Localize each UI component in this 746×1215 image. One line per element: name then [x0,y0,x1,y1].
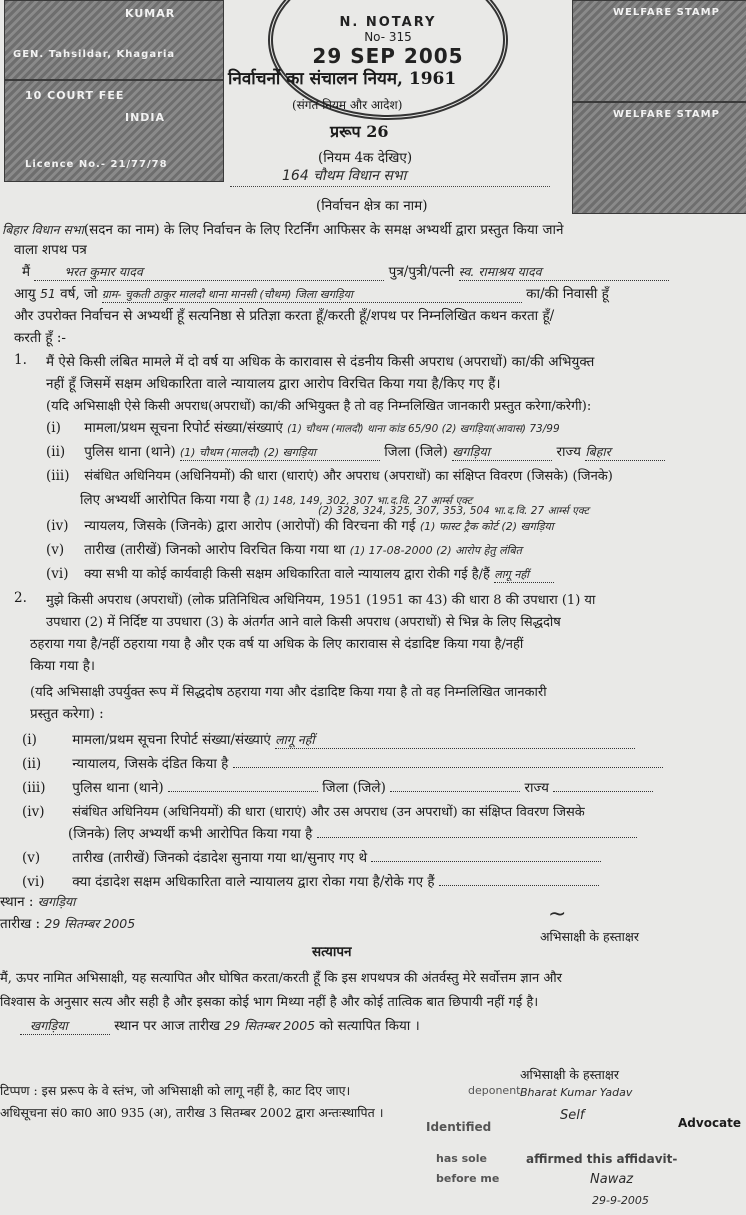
section-1-text: (यदि अभिसाक्षी ऐसे किसी अपराध(अपराधों) का/की अभियुक्त है तो वह निम्नलिखित जानकारी प्रस्तुत करेगा/करेगी): [46,399,592,414]
s1-item-v [46,540,522,558]
section-2-text: किया गया है। [30,658,95,674]
intro-text: (सदन का नाम) के लिए निर्वाचन के लिए रिटर्निंग आफिसर के समक्ष अभ्यर्थी द्वारा प्रस्तुत किया जाने [83,222,564,238]
court-fee-stamp [4,80,224,182]
section-2-text: उपधारा (2) में निर्दिष्ट या उपधारा (3) के अंतर्गत आने वाले किसी अपराध (अपराधों) से भिन्न के लिए सिद्धदोष [46,615,561,630]
section-2-text: (यदि अभिसाक्षी उपर्युक्त रूप में सिद्धदोष ठहराया गया और दंडादिष्ट किया गया है तो वह निम्नलिखित जानकारी [30,685,547,700]
affirmed-label: affirmed this affidavit- [526,1152,678,1166]
intro-line-5: करती हूँ :- [14,330,66,346]
s1-item-iii [46,466,613,484]
deponent-signature: ~ [548,902,567,927]
note-line-2: अधिसूचना सं0 का0 आ0 935 (अ), तारीख 3 सितम्बर 2002 द्वारा अन्तःस्थापित । [0,1105,384,1120]
charges-value-2: (2) 328, 324, 325, 307, 353, 504 भा.द.वि. 27 आर्म्स एक्ट [318,505,589,517]
item-label: (iv) [46,518,69,534]
item-label: (iv) [22,804,45,820]
section-1-text: मैं ऐसे किसी लंबित मामले में दो वर्ष या अधिक के कारावास से दंडनीय किसी अपराध (अपराधों) का/की अभियुक्त [46,354,595,370]
date-label: तारीख : [0,916,41,932]
deponent-name-value: Bharat Kumar Yadav [520,1086,633,1099]
item-text: मामला/प्रथम सूचना रिपोर्ट संख्या/संख्याएं [72,732,271,748]
age-suffix: वर्ष, जो [60,286,98,302]
item-label: (ii) [22,756,42,772]
seal-title: N. NOTARY [339,15,437,30]
intro-line-1 [2,220,563,238]
section-2-number: 2. [14,590,27,606]
notary-date-value: 29-9-2005 [592,1194,649,1207]
item-label: (iii) [22,780,46,796]
section-1-text: नहीं हूँ जिसमें सक्षम अधिकारिता वाले न्यायालय द्वारा आरोप विरचित किया गया है/किए गए हैं। [46,376,501,392]
s1-item-iv [46,516,554,534]
item-text: संबंधित अधिनियम (अधिनियमों) की धारा (धाराएं) और उस अपराध (उन अपराधों) का संक्षिप्त विवरण जिसके [72,805,585,820]
s2-court-field [233,767,663,768]
s2-police-field [168,791,318,792]
age-value: 51 [39,286,56,301]
s2-item-iv [22,802,585,820]
date-value: 29 सितम्बर 2005 [44,916,136,931]
candidate-name-value: भरत कुमार यादव [34,263,384,281]
page-title: निर्वाचनों का संचालन नियम, 1961 [228,69,457,89]
verify-text: को सत्यापित किया । [319,1018,420,1034]
note-line-1: टिप्पण : इस प्ररूप के वे स्तंभ, जो अभिसाक्षी को लागू नहीं है, काट दिए जाए। [0,1083,351,1098]
stamp-text: GEN. Tahsildar, Khagaria [13,49,176,60]
advocate-label: Advocate [678,1116,742,1130]
s2-state-field [553,791,653,792]
identified-label: Identified [426,1120,492,1134]
signature-label: अभिसाक्षी के हस्ताक्षर [540,929,639,944]
section-2-text: ठहराया गया है/नहीं ठहराया गया है और एक वर्ष या अधिक के लिए कारावास से दंडादिष्ट किया गया है/नहीं [30,637,524,652]
district-value: खगड़िया [452,443,552,461]
address-suffix: का/की निवासी हूँ [526,286,609,302]
s2-item-i [22,730,635,749]
s1-item-i [46,418,560,436]
section-2-text: प्रस्तुत करेगा) : [30,706,104,722]
item-label: (ii) [46,444,66,460]
seal-number: No- 315 [364,30,412,44]
item-label: (vi) [46,566,69,582]
constituency-line [230,186,550,187]
item-label: (vi) [22,874,45,890]
s2-item-v [22,848,601,866]
item-label: (iii) [46,468,70,484]
father-name-value: स्व. रामाश्रय यादव [459,263,669,281]
page-subtitle: (संगत नियम और आदेश) [292,98,403,112]
intro-line-2: वाला शपथ पत्र [14,242,87,258]
district-label: जिला (जिले) [322,780,386,796]
s2-sentence-stayed-field [439,885,599,886]
state-value: बिहार [585,443,665,461]
verify-date-value: 29 सितम्बर 2005 [224,1018,316,1033]
s2-fir-value: लागू नहीं [275,731,635,749]
item-label: (i) [46,420,61,436]
s2-item-vi [22,872,599,890]
item-text: क्या दंडादेश सक्षम अधिकारिता वाले न्यायालय द्वारा रोका गया है/रोके गए हैं [72,874,435,890]
item-text: न्यायलय, जिसके (जिनके) द्वारा आरोप (आरोपों) की विरचना की गई [84,518,416,534]
s2-item-ii [22,754,663,772]
police-station-value: (1) चौथम (मालदौ) (2) खगड़िया [180,445,380,461]
item-text: तारीख (तारीखें) जिनको आरोप विरचित किया गया था [84,542,346,558]
item-text: मामला/प्रथम सूचना रिपोर्ट संख्या/संख्याएं [84,420,283,436]
seal-date: 29 SEP 2005 [312,44,464,68]
court-value: (1) फास्ट ट्रैक कोर्ट (2) खगड़िया [419,520,554,533]
constituency-label: (निर्वाचन क्षेत्र का नाम) [316,198,428,214]
item-label: (v) [46,542,65,558]
place-label: स्थान : [0,894,34,910]
stamp-text: Licence No.- 21/77/78 [25,159,168,170]
item-text: पुलिस थाना (थाने) [84,444,176,460]
charges-value: (1) 148, 149, 302, 307 भा.द.वि. 27 आर्म्स एक्ट [254,495,473,507]
court-fee-stamp-top [4,0,224,80]
item-text: न्यायालय, जिसके दंडित किया है [72,756,229,772]
before-me-label: before me [436,1172,500,1185]
section-1-number: 1. [14,352,27,368]
rule-reference: (नियम 4क देखिए) [318,150,413,166]
district-label: जिला (जिले) [384,444,448,460]
item-text: तारीख (तारीखें) जिनको दंडादेश सुनाया गया था/सुनाए गए थे [72,850,368,866]
date-line [0,914,135,932]
item-text: क्या सभी या कोई कार्यवाही किसी सक्षम अधिकारिता वाले न्यायालय द्वारा रोकी गई है/हैं [84,567,490,582]
item-text: (जिनके) लिए अभ्यर्थी कभी आरोपित किया गया है [68,826,313,842]
welfare-stamp-bottom [572,102,746,214]
notary-signature-value: Nawaz [590,1172,634,1187]
stamp-text: INDIA [125,111,166,124]
item-text: पुलिस थाना (थाने) [72,780,164,796]
age-address-line [14,284,609,303]
item-label: (v) [22,850,41,866]
charge-date-value: (1) 17-08-2000 (2) आरोप हेतु लंबित [349,544,522,557]
verification-line-3 [20,1016,420,1035]
name-prefix: मैं [22,264,31,280]
stamp-text: 10 COURT FEE [25,89,125,102]
address-value: ग्राम- चुकती ठाकुर मालदौ थाना मानसी (चौथम) जिला खगड़िया [102,287,522,303]
stamp-text: KUMAR [125,7,176,20]
section-2-text: मुझे किसी अपराध (अपराधों) (लोक प्रतिनिधित्व अधिनियम, 1951 (1951 का 43) की धारा 8 की उपधारा (1) या [46,593,596,608]
name-line [22,262,669,281]
stamp-text: WELFARE STAMP [613,109,720,120]
stamp-text: WELFARE STAMP [613,7,720,18]
place-line [0,892,75,910]
item-text: संबंधित अधिनियम (अधिनियमों) की धारा (धाराएं) और अपराध (अपराधों) का संक्षिप्त विवरण (जिसके) (जिनके) [84,469,613,484]
solemn-label: has sole [436,1152,487,1165]
verification-title: सत्यापन [312,944,352,960]
s2-sentence-date-field [371,861,601,862]
relation-label: पुत्र/पुत्री/पत्नी [388,264,455,280]
welfare-stamp-top [572,0,746,102]
deponent-stamp-text: deponent [468,1084,521,1097]
intro-line-4: और उपरोक्त निर्वाचन से अभ्यर्थी हूँ सत्यनिष्ठा से प्रतिज्ञा करता हूँ/करती हूँ/शपथ पर निम्नलिखित कथन करता हूँ/ [14,308,555,324]
signature-label-2: अभिसाक्षी के हस्ताक्षर [520,1067,619,1082]
state-label: राज्य [524,780,550,796]
age-label: आयु [14,286,36,302]
verification-text: मैं, ऊपर नामित अभिसाक्षी, यह सत्यापित और घोषित करता/करती हूँ कि इस शपथपत्र की अंतर्वस्तु मेरे सर्वोत्तम ज्ञान और [0,971,562,986]
state-label: राज्य [556,444,582,460]
s2-item-iii [22,778,653,796]
s2-charges-field [317,837,637,838]
item-label: (i) [22,732,37,748]
constituency-value: 164 चौथम विधान सभा [282,168,407,184]
verify-place-value: खगड़िया [20,1017,110,1035]
place-value: खगड़िया [37,894,76,909]
s2-item-iv-cont [68,824,637,842]
s1-item-ii [46,442,665,461]
form-number: प्ररूप 26 [330,122,389,141]
proceedings-stayed-value: लागू नहीं [494,567,554,583]
s2-district-field [390,791,520,792]
item-value: (1) चौथम (मालदौ) थाना कांड 65/90 (2) खगड़िया(आवास) 73/99 [287,423,560,435]
verify-text: स्थान पर आज तारीख [114,1018,221,1034]
self-value: Self [560,1108,585,1123]
house-name-value: बिहार विधान सभा [2,222,84,237]
s1-item-vi [46,564,554,583]
item-text: लिए अभ्यर्थी आरोपित किया गया है [80,492,251,508]
verification-text: विश्वास के अनुसार सत्य और सही है और इसका कोई भाग मिथ्या नहीं है और कोई तात्विक बात छिपायी नहीं गई है। [0,995,539,1010]
